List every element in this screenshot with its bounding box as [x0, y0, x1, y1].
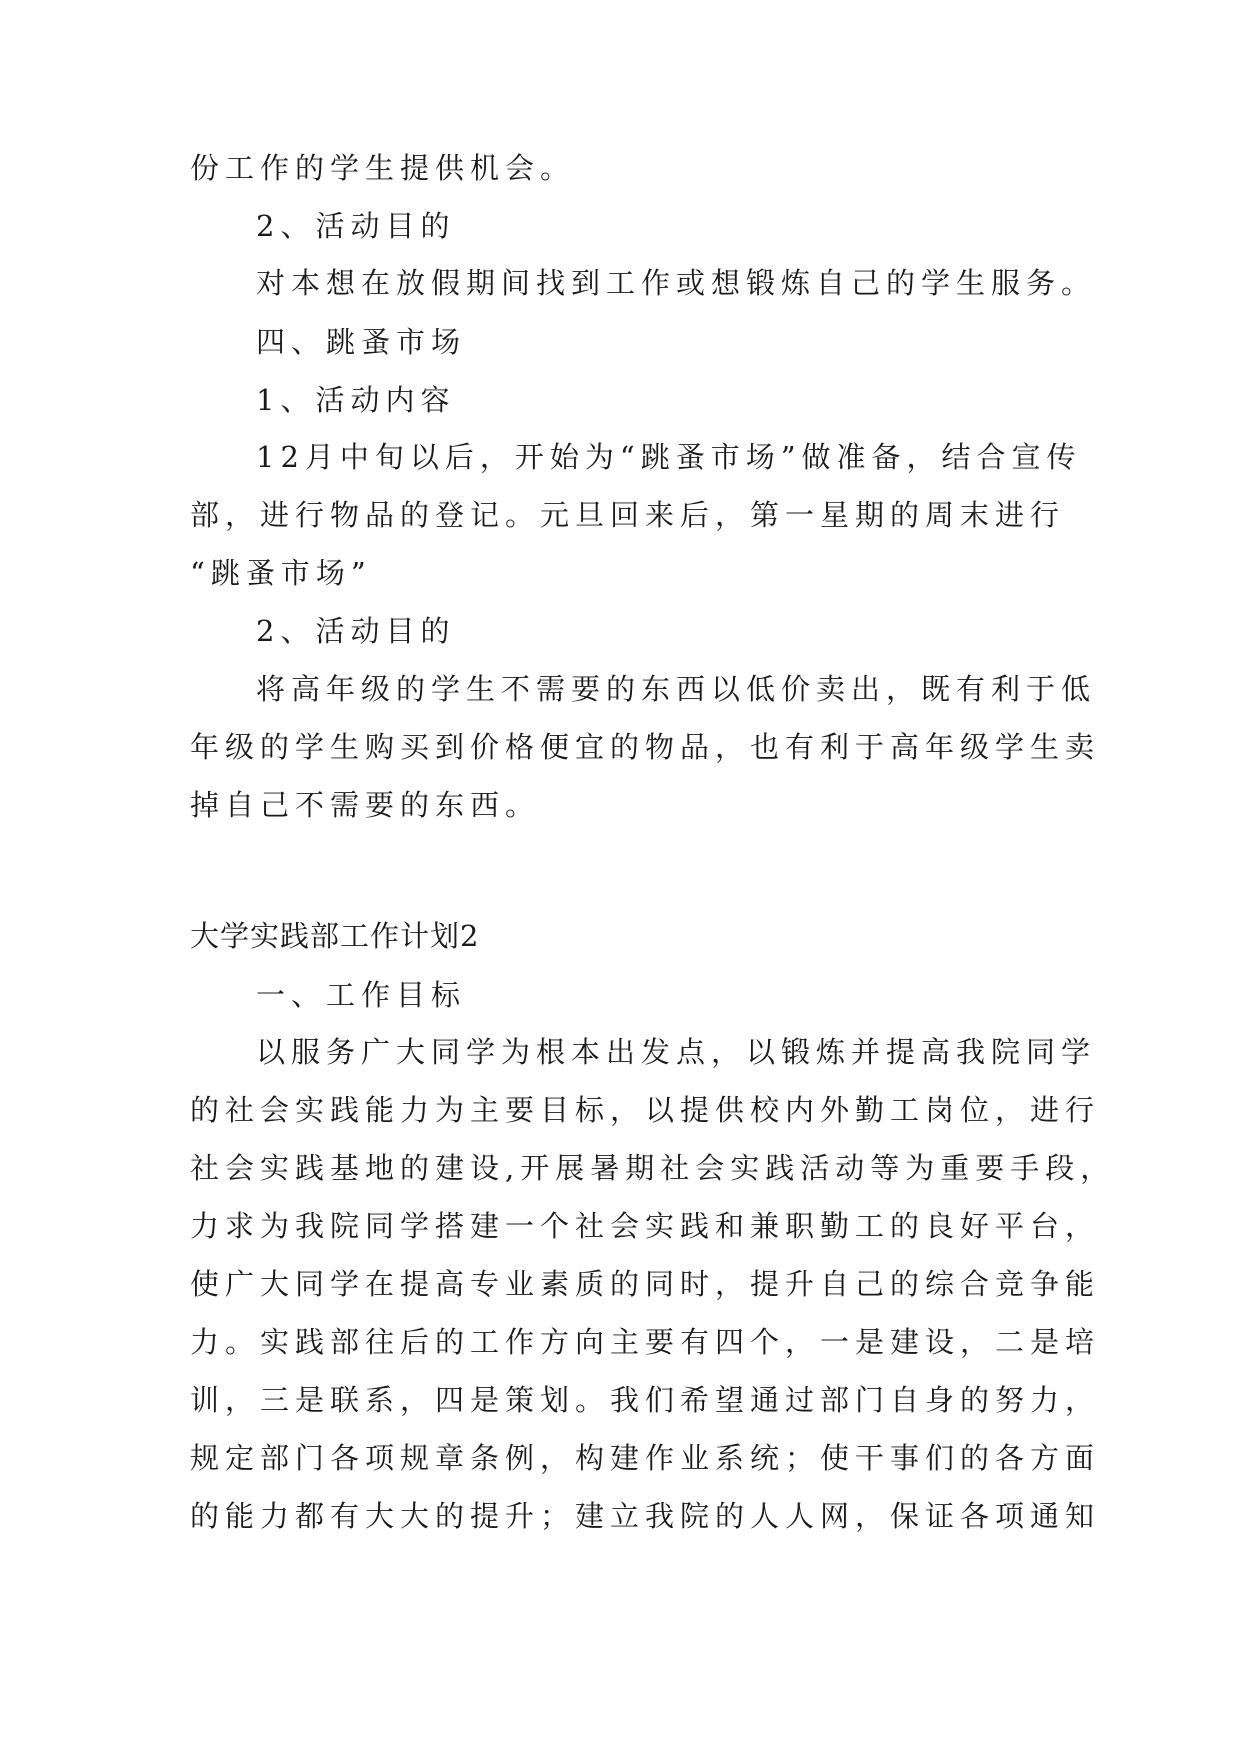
body-text-line: 12月中旬以后，开始为“跳蚤市场”做准备，结合宣传 [256, 440, 1082, 474]
body-text-line: 份工作的学生提供机会。 [190, 151, 576, 185]
body-text-line: “跳蚤市场” [190, 556, 372, 590]
document-title: 大学实践部工作计划2 [190, 919, 480, 953]
body-text-line: 训，三是联系，四是策划。我们希望通过部门自身的努力， [190, 1383, 1101, 1417]
body-text-line: 部，进行物品的登记。元旦回来后，第一星期的周末进行 [190, 498, 1066, 532]
section-heading: 一、工作目标 [256, 978, 467, 1012]
section-heading: 四、跳蚤市场 [256, 325, 467, 359]
body-text-line: 对本想在放假期间找到工作或想锻炼自己的学生服务。 [256, 266, 1097, 300]
body-text-line: 年级的学生购买到价格便宜的物品，也有利于高年级学生卖 [190, 730, 1101, 764]
body-text-line: 的能力都有大大的提升；建立我院的人人网，保证各项通知 [190, 1499, 1101, 1533]
body-text-line: 力求为我院同学搭建一个社会实践和兼职勤工的良好平台， [190, 1209, 1101, 1243]
body-text-line: 力。实践部往后的工作方向主要有四个，一是建设，二是培 [190, 1325, 1101, 1359]
body-text-line: 将高年级的学生不需要的东西以低价卖出，既有利于低 [256, 672, 1097, 706]
body-text-line: 以服务广大同学为根本出发点，以锻炼并提高我院同学 [256, 1035, 1097, 1069]
body-text-line: 掉自己不需要的东西。 [190, 788, 541, 822]
section-subheading: 2、活动目的 [256, 209, 456, 243]
body-text-line: 规定部门各项规章条例，构建作业系统；使干事们的各方面 [190, 1441, 1101, 1475]
section-subheading: 1、活动内容 [256, 383, 456, 417]
section-subheading: 2、活动目的 [256, 614, 456, 648]
body-text-line: 社会实践基地的建设,开展暑期社会实践活动等为重要手段， [190, 1151, 1116, 1185]
body-text-line: 使广大同学在提高专业素质的同时，提升自己的综合竞争能 [190, 1267, 1101, 1301]
body-text-line: 的社会实践能力为主要目标，以提供校内外勤工岗位，进行 [190, 1093, 1101, 1127]
